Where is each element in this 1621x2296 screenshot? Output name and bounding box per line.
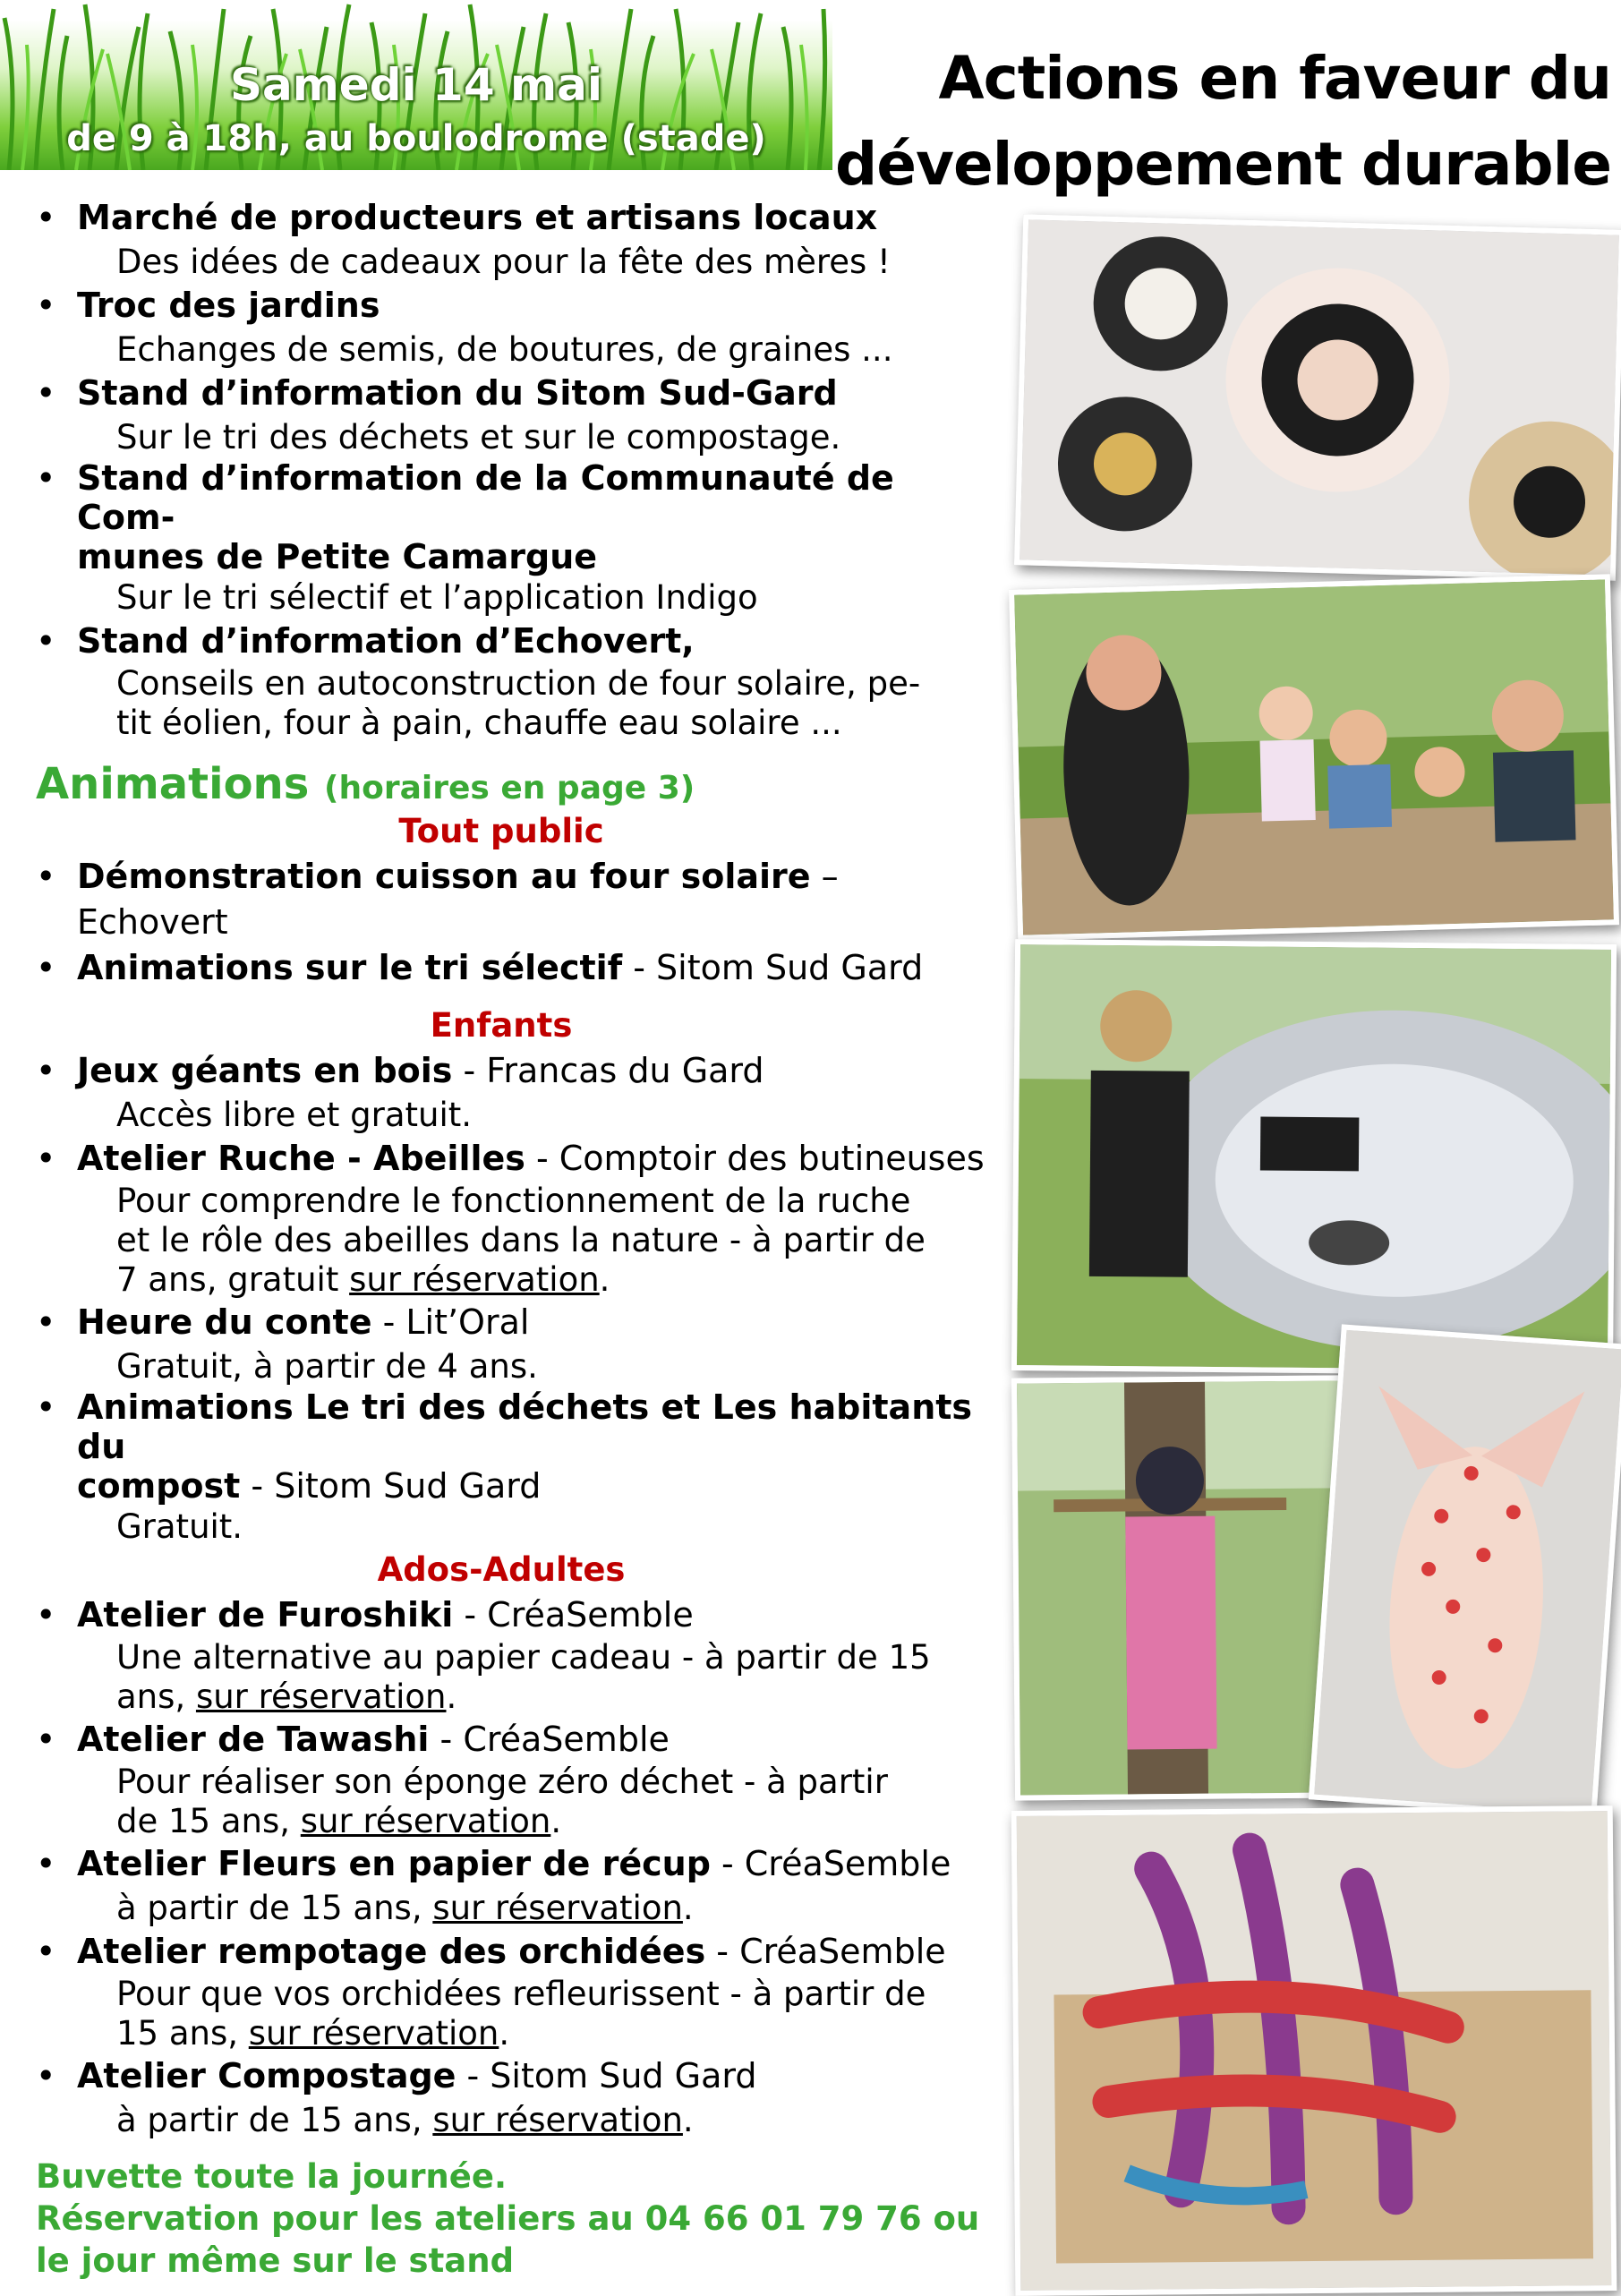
item-description: Conseils en autoconstruction de four solaire, pe- tit éolien, four à pain, chauffe eau solaire ...: [116, 664, 921, 742]
item-description: Gratuit.: [116, 1507, 243, 1546]
reservation-link: sur réservation: [432, 2101, 683, 2139]
list-item: • Stand d’information de la Communauté de Com- munes de Petite Camargue: [36, 458, 985, 576]
event-time-place: de 9 à 18h, au boulodrome (stade): [66, 118, 766, 159]
event-date: Samedi 14 mai: [229, 59, 603, 111]
item-description: Des idées de cadeaux pour la fête des mères !: [116, 243, 891, 281]
header-banner: [0, 0, 832, 170]
solar-oven-photo: [1011, 939, 1617, 1376]
list-item: • Animations sur le tri sélectif - Sitom Sud Gard: [36, 945, 985, 991]
footer-note: Buvette toute la journée. Réservation pour les ateliers au 04 66 01 79 76 ou le jour même sur le stand: [36, 2157, 980, 2280]
list-item: • Marché de producteurs et artisans locaux: [36, 195, 985, 241]
list-item: • Atelier Fleurs en papier de récup - CréaSemble: [36, 1841, 985, 1887]
list-item: • Heure du conte - Lit’Oral: [36, 1300, 985, 1345]
scarecrow-photo: [1011, 1375, 1348, 1800]
reservation-link: sur réservation: [349, 1260, 600, 1299]
item-description: Sur le tri sélectif et l’application Indigo: [116, 578, 758, 617]
list-item: • Démonstration cuisson au four solaire – Echovert: [36, 854, 985, 945]
reservation-link: sur réservation: [248, 2014, 499, 2053]
furoshiki-photo: [1309, 1324, 1621, 1819]
paper-flowers-photo: [1014, 214, 1621, 580]
list-item: • Atelier de Tawashi - CréaSemble: [36, 1717, 985, 1763]
item-description: Une alternative au papier cadeau - à partir de 15 ans, sur réservation.: [116, 1638, 931, 1716]
category-label: Ados-Adultes: [377, 1550, 626, 1589]
page-title: Actions en faveur du développement durable: [834, 44, 1611, 199]
list-item: • Stand d’information d’Echovert,: [36, 619, 985, 664]
item-description: Sur le tri des déchets et sur le compostage.: [116, 418, 841, 457]
main-content: [36, 195, 985, 2282]
list-item: • Atelier Compostage - Sitom Sud Gard: [36, 2053, 985, 2099]
item-description: Pour que vos orchidées refleurissent - à partir de 15 ans, sur réservation.: [116, 1975, 926, 2053]
item-description: Pour réaliser son éponge zéro déchet - à partir de 15 ans, sur réservation.: [116, 1763, 888, 1840]
list-item: • Jeux géants en bois - Francas du Gard: [36, 1048, 985, 1094]
reservation-link: sur réservation: [432, 1889, 683, 1927]
item-description: à partir de 15 ans, sur réservation.: [116, 2101, 694, 2139]
children-workshop-photo: [1009, 574, 1619, 940]
reservation-link: sur réservation: [300, 1802, 551, 1840]
reservation-link: sur réservation: [195, 1677, 447, 1716]
category-label: Enfants: [430, 1006, 573, 1045]
list-item: • Atelier rempotage des orchidées - CréaSemble: [36, 1929, 985, 1975]
list-item: • Troc des jardins: [36, 283, 985, 329]
list-item: • Atelier Ruche - Abeilles - Comptoir des butineuses: [36, 1136, 985, 1182]
item-description: Pour comprendre le fonctionnement de la ruche et le rôle des abeilles dans la nature - à partir de 7 ans, gratuit sur réservation.: [116, 1182, 926, 1299]
list-item: • Stand d’information du Sitom Sud-Gard: [36, 371, 985, 416]
category-label: Tout public: [398, 812, 604, 850]
list-item: • Animations Le tri des déchets et Les habitants du compost - Sitom Sud Gard: [36, 1387, 985, 1506]
list-item: • Atelier de Furoshiki - CréaSemble: [36, 1592, 985, 1638]
item-description: à partir de 15 ans, sur réservation.: [116, 1889, 694, 1927]
animations-heading: Animations (horaires en page 3): [36, 759, 695, 809]
tawashi-photo: [1011, 1805, 1617, 2296]
item-description: Accès libre et gratuit.: [116, 1096, 473, 1134]
item-description: Gratuit, à partir de 4 ans.: [116, 1347, 538, 1386]
item-description: Echanges de semis, de boutures, de graines ...: [116, 330, 893, 369]
